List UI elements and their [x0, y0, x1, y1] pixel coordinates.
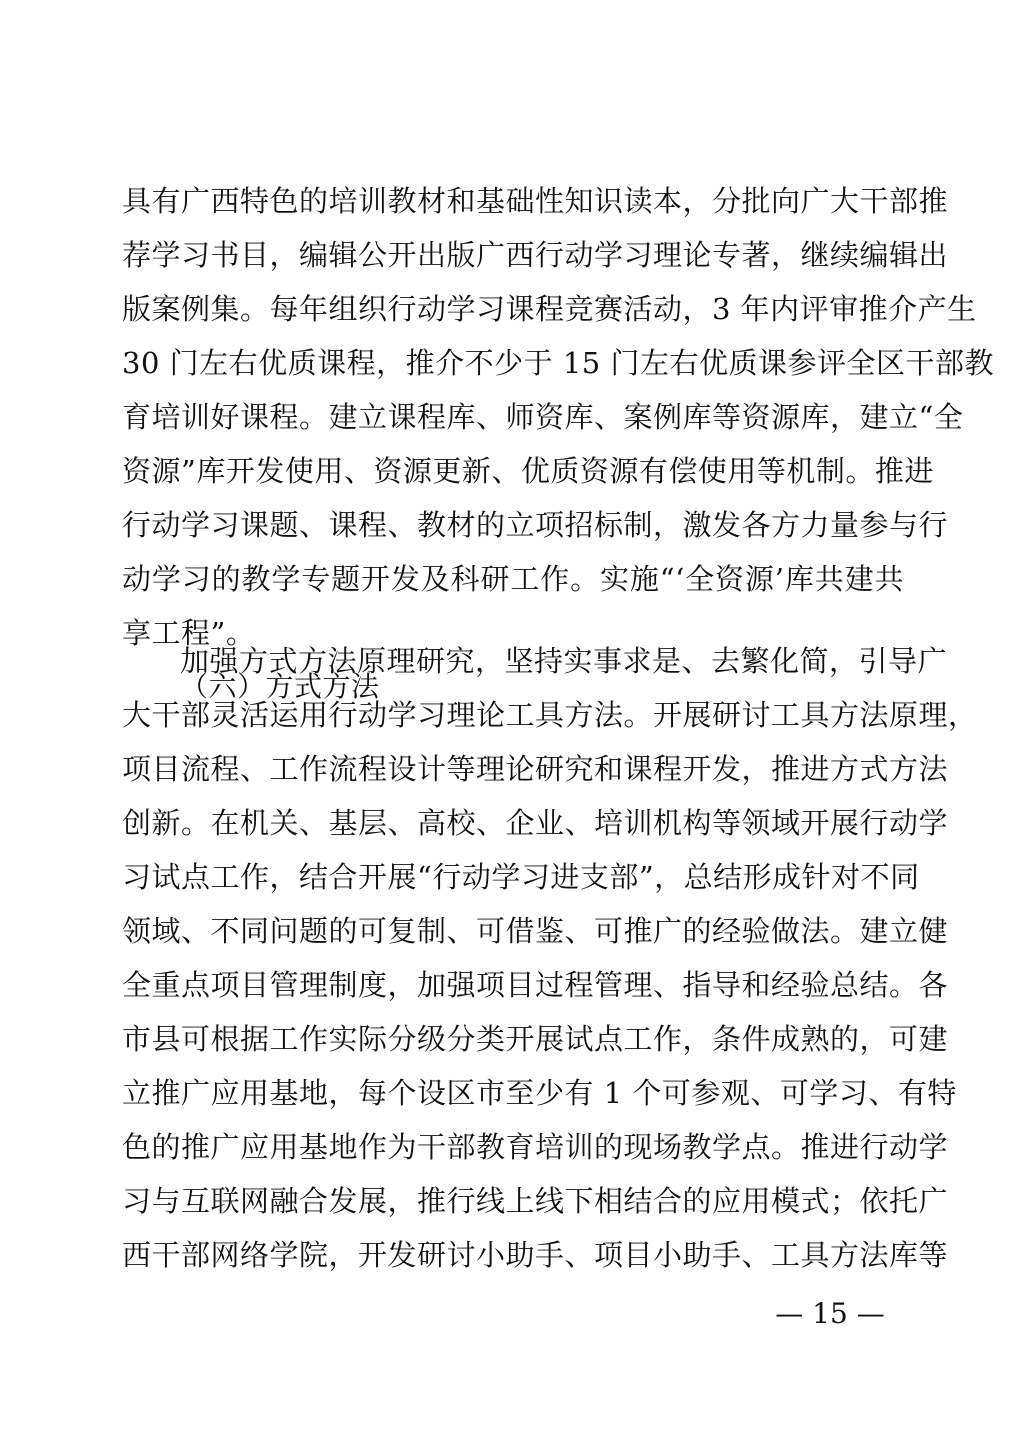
text-line: 行动学习课题、课程、教材的立项招标制，激发各方力量参与行 — [122, 508, 949, 542]
text-line: 习与互联网融合发展，推行线上线下相结合的应用模式；依托广 — [122, 1184, 949, 1218]
page-number: — 15 — — [775, 1297, 885, 1330]
text-line: 加强方式方法原理研究，坚持实事求是、去繁化简，引导广 — [180, 644, 948, 678]
text-line: 创新。在机关、基层、高校、企业、培训机构等领域开展行动学 — [122, 806, 949, 840]
section-heading: （六）方式方法 — [180, 670, 380, 703]
text-line: 动学习的教学专题开发及科研工作。实施“‘全资源’库共建共 — [122, 562, 904, 596]
paragraph-methods — [122, 634, 978, 1282]
text-line: 项目流程、工作流程设计等理论研究和课程开发，推进方式方法 — [122, 752, 949, 786]
text-line: 西干部网络学院，开发研讨小助手、项目小助手、工具方法库等 — [122, 1238, 949, 1272]
text-line: 习试点工作，结合开展“行动学习进支部”，总结形成针对不同 — [122, 860, 920, 894]
text-line: 立推广应用基地，每个设区市至少有 1 个可参观、可学习、有特 — [122, 1076, 957, 1110]
text-line: 版案例集。每年组织行动学习课程竞赛活动，3 年内评审推介产生 — [122, 292, 977, 326]
text-line: 市县可根据工作实际分级分类开展试点工作，条件成熟的，可建 — [122, 1022, 949, 1056]
text-line: 色的推广应用基地作为干部教育培训的现场教学点。推进行动学 — [122, 1130, 949, 1164]
text-line: 全重点项目管理制度，加强项目过程管理、指导和经验总结。各 — [122, 968, 949, 1002]
text-line: 享工程”。 — [122, 616, 256, 650]
paragraph-resources — [122, 174, 994, 714]
text-line: 大干部灵活运用行动学习理论工具方法。开展研讨工具方法原理， — [122, 698, 978, 732]
text-line: 领域、不同问题的可复制、可借鉴、可推广的经验做法。建立健 — [122, 914, 949, 948]
text-line: 荐学习书目，编辑公开出版广西行动学习理论专著，继续编辑出 — [122, 238, 949, 272]
text-line: 资源”库开发使用、资源更新、优质资源有偿使用等机制。推进 — [122, 454, 934, 488]
text-line: 具有广西特色的培训教材和基础性知识读本，分批向广大干部推 — [122, 184, 949, 218]
text-line: 育培训好课程。建立课程库、师资库、案例库等资源库，建立“全 — [122, 400, 964, 434]
text-line: 30 门左右优质课程，推介不少于 15 门左右优质课参评全区干部教 — [122, 346, 994, 380]
